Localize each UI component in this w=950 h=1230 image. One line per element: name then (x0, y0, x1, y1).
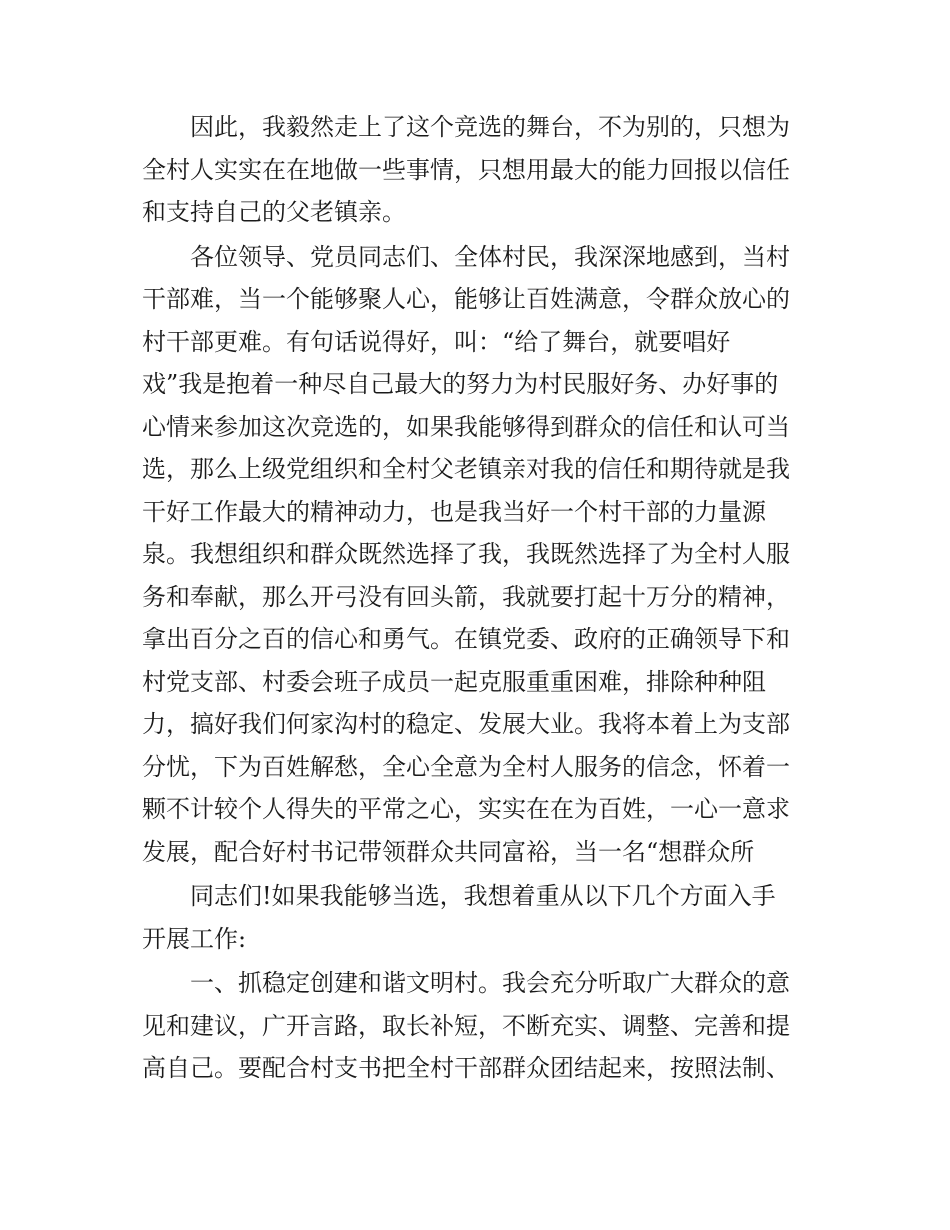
text-line: 因此，我毅然走上了这个竞选的舞台，不为别的，只想为 (190, 113, 790, 141)
text-line: 拿出百分之百的信心和勇气。在镇党委、政府的正确领导下和 (142, 625, 790, 653)
text-line: 开展工作: (142, 924, 247, 953)
text-line: 村党支部、村委会班子成员一起克服重重困难，排除种种阻 (142, 667, 766, 696)
text-line: 一、抓稳定创建和谐文明村。我会充分听取广大群众的意 (190, 969, 790, 997)
text-line: 同志们!如果我能够当选，我想着重从以下几个方面入手 (190, 882, 776, 910)
text-line: 见和建议，广开言路，取长补短，不断充实、调整、完善和提 (142, 1011, 790, 1040)
paragraph-3 (142, 875, 814, 960)
text-line: 发展，配合好村书记带领群众共同富裕，当一名“想群众所 (142, 837, 755, 866)
paragraph-4 (142, 962, 814, 1090)
paragraph-1 (142, 106, 814, 234)
text-line: 选，那么上级党组织和全村父老镇亲对我的信任和期待就是我 (142, 455, 790, 483)
text-line: 全村人实实在在地做一些事情，只想用最大的能力回报以信任 (142, 155, 790, 184)
text-line: 高自己。要配合村支书把全村干部群众团结起来，按照法制、 (142, 1054, 790, 1082)
text-line: 分忧，下为百姓解愁，全心全意为全村人服务的信念，怀着一 (142, 752, 790, 781)
text-line: 颗不计较个人得失的平常之心，实实在在为百姓，一心一意求 (142, 795, 790, 823)
text-line: 干部难，当一个能够聚人心，能够让百姓满意，令群众放心的 (142, 285, 790, 313)
text-line: 干好工作最大的精神动力，也是我当好一个村干部的力量源 (142, 497, 766, 526)
text-line: 力，搞好我们何家沟村的稳定、发展大业。我将本着上为支部 (142, 710, 790, 738)
document-body (142, 106, 814, 1090)
text-line: 村干部更难。有句话说得好，叫：“给了舞台，就要唱好 (142, 327, 731, 356)
paragraph-2 (142, 236, 814, 874)
text-line: 心情来参加这次竞选的，如果我能够得到群众的信任和认可当 (142, 412, 790, 441)
text-line: 务和奉献，那么开弓没有回头箭，我就要打起十万分的精神， (142, 582, 790, 611)
text-line: 各位领导、党员同志们、全体村民，我深深地感到，当村 (190, 242, 790, 271)
text-line: 泉。我想组织和群众既然选择了我，我既然选择了为全村人服 (142, 540, 790, 568)
text-line: 和支持自己的父老镇亲。 (142, 198, 406, 226)
text-line: 戏”我是抱着一种尽自己最大的努力为村民服好务、办好事的 (142, 370, 779, 398)
